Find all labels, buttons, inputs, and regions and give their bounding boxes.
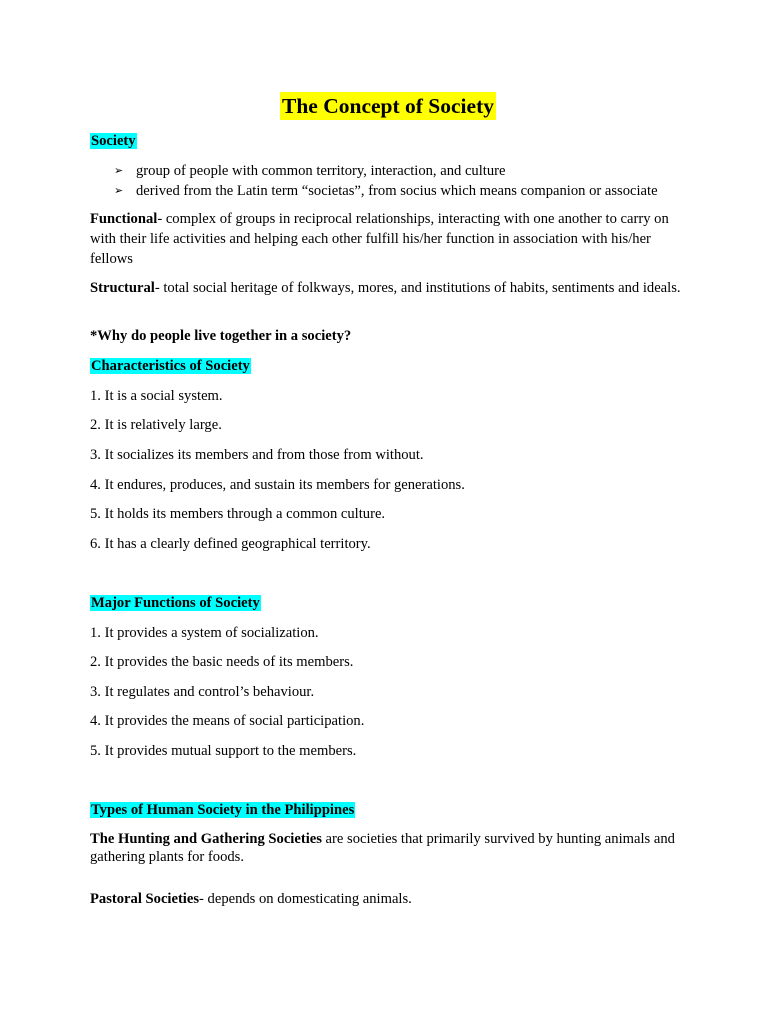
bullet-text: group of people with common territory, interaction, and culture xyxy=(136,163,506,179)
functional-term: Functional xyxy=(90,211,158,227)
structural-text: - total social heritage of folkways, mores, and institutions of habits, sentiments and ideals. xyxy=(154,280,681,296)
hunting-gathering-paragraph xyxy=(90,830,686,866)
types-heading: Types of Human Society in the Philippines xyxy=(91,802,355,818)
functions-heading: Major Functions of Society xyxy=(91,595,260,611)
society-heading: Society xyxy=(91,133,136,149)
functions-heading-line xyxy=(90,593,686,613)
list-item: 6. It has a clearly defined geographical territory. xyxy=(90,536,371,552)
characteristics-heading: Characteristics of Society xyxy=(91,358,250,374)
list-item xyxy=(114,161,658,181)
hunting-term: The Hunting and Gathering Societies xyxy=(90,831,322,847)
pastoral-text: - depends on domesticating animals. xyxy=(199,891,412,907)
society-bullet-list xyxy=(114,161,658,201)
question-text: *Why do people live together in a society? xyxy=(90,328,352,344)
list-item: 3. It regulates and control’s behaviour. xyxy=(90,684,315,700)
characteristics-heading-line xyxy=(90,356,686,376)
list-item: 2. It provides the basic needs of its members. xyxy=(90,654,354,670)
list-item: 1. It provides a system of socialization. xyxy=(90,625,319,641)
arrowhead-bullet-icon: ➢ xyxy=(114,184,124,197)
society-heading-line xyxy=(90,131,686,151)
list-item: 1. It is a social system. xyxy=(90,388,223,404)
structural-term: Structural xyxy=(90,280,155,296)
title-container xyxy=(90,92,686,120)
functional-text: - complex of groups in reciprocal relationships, interacting with one another to carry on with their life activities and helping each other fulfill his/her function in association with his/her fellows xyxy=(90,211,669,267)
list-item: 5. It provides mutual support to the members. xyxy=(90,743,357,759)
types-heading-line xyxy=(90,800,686,820)
list-item: 2. It is relatively large. xyxy=(90,417,222,433)
page-title: The Concept of Society xyxy=(282,94,494,118)
functional-definition xyxy=(90,209,686,269)
arrowhead-bullet-icon: ➢ xyxy=(114,164,124,177)
structural-definition xyxy=(90,278,686,298)
hunting-text: are societies that primarily survived by hunting animals and gathering plants for foods. xyxy=(90,831,675,865)
list-item: 4. It endures, produces, and sustain its members for generations. xyxy=(90,477,465,493)
list-item: 4. It provides the means of social participation. xyxy=(90,713,365,729)
list-item: 3. It socializes its members and from those from without. xyxy=(90,447,424,463)
pastoral-paragraph xyxy=(90,889,686,909)
bullet-text: derived from the Latin term “societas”, from socius which means companion or associate xyxy=(136,183,658,199)
list-item: 5. It holds its members through a common culture. xyxy=(90,506,386,522)
question-line xyxy=(90,326,686,346)
list-item xyxy=(114,181,658,201)
pastoral-term: Pastoral Societies xyxy=(90,891,200,907)
